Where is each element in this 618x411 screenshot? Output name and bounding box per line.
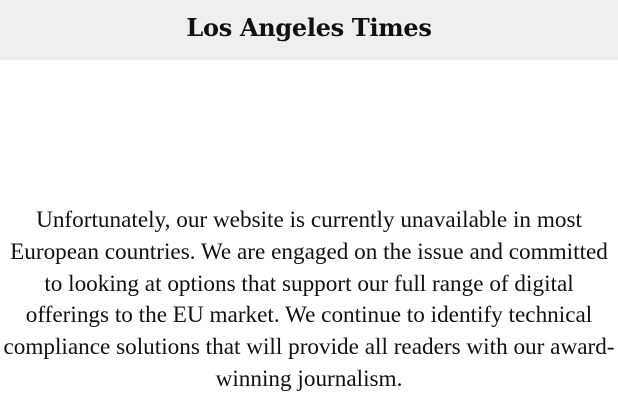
unavailable-message: Unfortunately, our website is currently unavailable in most European countries. We are engaged on the issue and committed to looking at options that support our full range of digital offerings to the EU market. We continue to identify technical compliance solutions that will provide all readers with our award- winning journalism.: [3, 207, 615, 392]
unavailable-notice: [0, 205, 618, 411]
site-header: [0, 0, 618, 60]
site-logo: Los Angeles Times: [186, 12, 432, 42]
